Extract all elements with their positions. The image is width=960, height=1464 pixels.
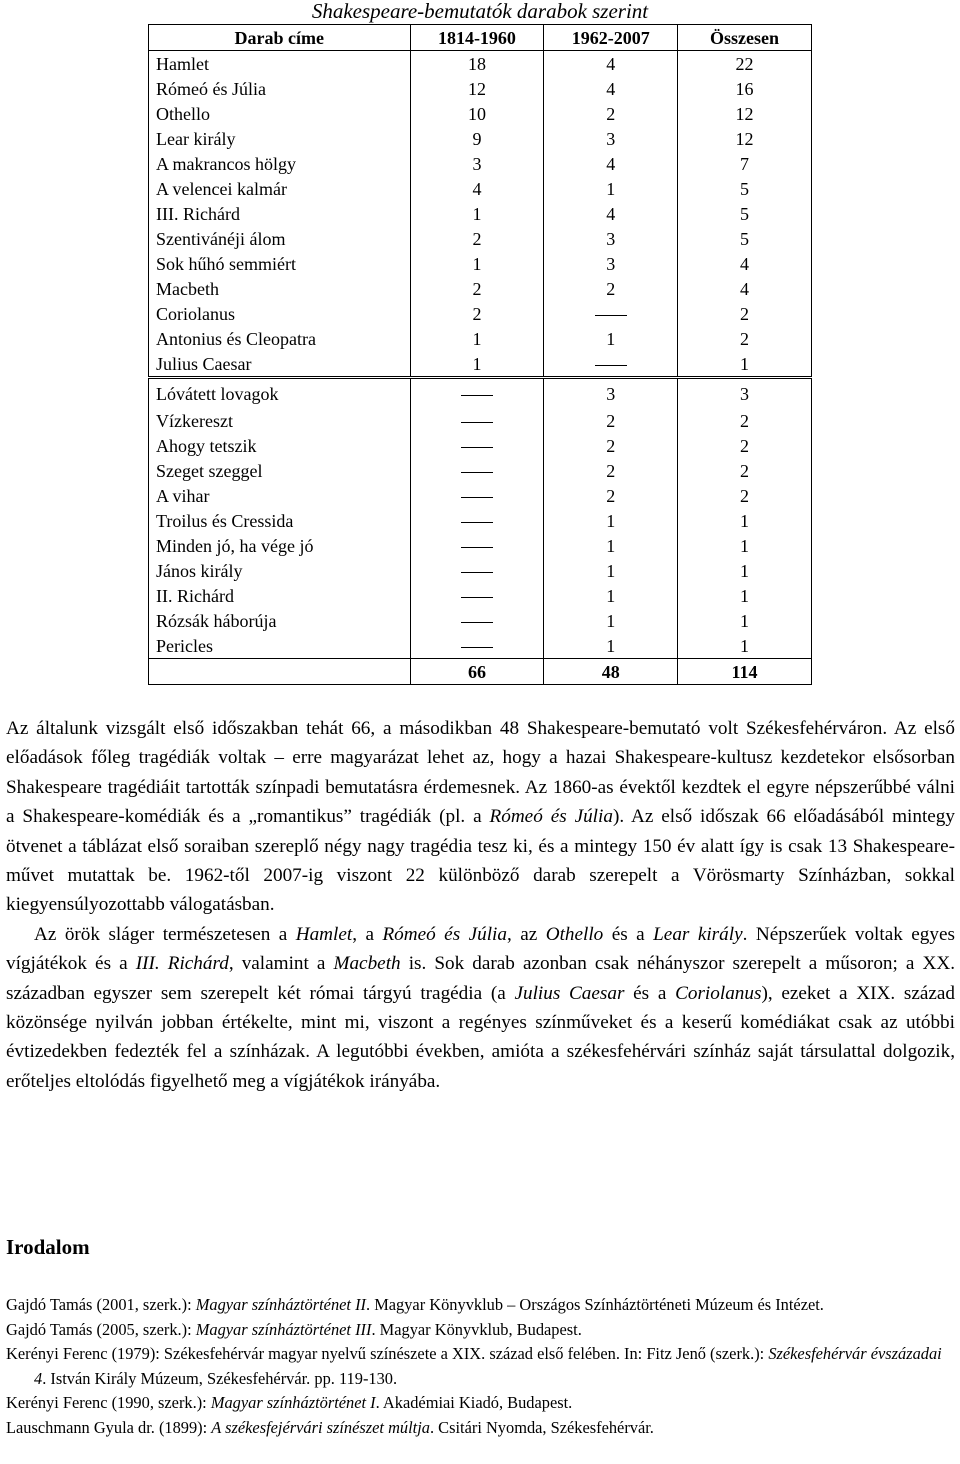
- table-row: [149, 126, 812, 151]
- dash-mark: [461, 522, 493, 523]
- table-row: [149, 608, 812, 633]
- count-period-2: 2: [544, 433, 678, 458]
- italic-title: Székesfehérvár évszázadai 4: [34, 1344, 942, 1388]
- dash-mark: [461, 547, 493, 548]
- italic-title: Lear király: [653, 923, 743, 945]
- count-total: 5: [678, 226, 812, 251]
- dash-mark: [595, 365, 627, 366]
- count-period-2: [544, 351, 678, 378]
- table-caption: Shakespeare-bemutatók darabok szerint: [311, 0, 649, 23]
- count-period-2: 2: [544, 101, 678, 126]
- table-row: [149, 326, 812, 351]
- count-total: 2: [678, 433, 812, 458]
- count-period-2: 3: [544, 251, 678, 276]
- dash-mark: [461, 572, 493, 573]
- table-row: [149, 633, 812, 659]
- header-period-2: 1962-2007: [544, 25, 678, 51]
- count-period-1: 2: [410, 301, 544, 326]
- table-header-row: [149, 25, 812, 51]
- italic-title: Magyar színháztörténet III: [195, 1319, 372, 1339]
- dash-mark: [461, 395, 493, 396]
- count-period-2: 2: [544, 276, 678, 301]
- count-period-2: 1: [544, 608, 678, 633]
- count-total: 1: [678, 558, 812, 583]
- count-period-2: 2: [544, 458, 678, 483]
- count-total: 2: [678, 301, 812, 326]
- text-run: Kerényi Ferenc (1990, szerk.):: [6, 1393, 211, 1413]
- table-row: [149, 151, 812, 176]
- count-total: 3: [678, 378, 812, 409]
- count-total: 2: [678, 408, 812, 433]
- count-total: 5: [678, 201, 812, 226]
- total-label-empty: [149, 659, 411, 685]
- paragraph-popularity: [6, 920, 955, 1096]
- italic-title: A székesfejérvári színészet múltja: [211, 1417, 430, 1437]
- text-run: Az örök sláger természetesen a: [34, 923, 296, 945]
- count-period-1: 1: [410, 351, 544, 378]
- play-title: A makrancos hölgy: [149, 151, 411, 176]
- italic-title: Rómeó és Júlia: [489, 806, 613, 828]
- text-run: . Magyar Könyvklub – Országos Színháztörténeti Múzeum és Intézet.: [366, 1295, 824, 1314]
- text-run: , a: [352, 923, 383, 945]
- count-period-1: [410, 608, 544, 633]
- body-text: [6, 714, 955, 1096]
- italic-title: Hamlet: [295, 923, 353, 945]
- count-total: 1: [678, 533, 812, 558]
- count-total: 1: [678, 508, 812, 533]
- text-run: és a: [624, 982, 676, 1004]
- play-title: Szeget szeggel: [149, 458, 411, 483]
- dash-mark: [461, 622, 493, 623]
- count-period-2: 3: [544, 126, 678, 151]
- count-period-2: 4: [544, 151, 678, 176]
- table-row: [149, 458, 812, 483]
- count-period-2: 3: [544, 378, 678, 409]
- count-period-1: [410, 483, 544, 508]
- dash-mark: [461, 497, 493, 498]
- references-list: [6, 1293, 955, 1441]
- table-total-row: [149, 659, 812, 685]
- play-title: Othello: [149, 101, 411, 126]
- text-run: . Magyar Könyvklub, Budapest.: [371, 1319, 582, 1339]
- play-title: Lear király: [149, 126, 411, 151]
- table-row: [149, 351, 812, 378]
- count-period-1: [410, 378, 544, 409]
- play-title: Szentivánéji álom: [149, 226, 411, 251]
- header-period-1: 1814-1960: [410, 25, 544, 51]
- table-row: [149, 251, 812, 276]
- text-run: ). Az első időszak 66 előadásából mintegy ötvenet a táblázat első soraiban szereplő négy nagy tragédia tesz ki, és a mintegy 150 év alatt így is csak 13 Shakespeare-művet mutattak be. 1962-től 2007-ig viszont 22 különböző darab szerepelt a Vörösmarty Színházban, sokkal kiegyensúlyozottabb válogatásban.: [6, 806, 955, 916]
- play-title: János király: [149, 558, 411, 583]
- count-total: 4: [678, 276, 812, 301]
- count-period-1: 4: [410, 176, 544, 201]
- play-title: Macbeth: [149, 276, 411, 301]
- text-run: is. Sok darab azonban csak néhányszor szerepelt a műsoron; a XX. században egyszer sem szerepelt két római tárgyú tragédia (a: [6, 953, 955, 1004]
- dash-mark: [461, 597, 493, 598]
- text-run: . Csitári Nyomda, Székesfehérvár.: [429, 1417, 654, 1437]
- performances-table: [148, 24, 812, 685]
- play-title: Ahogy tetszik: [149, 433, 411, 458]
- count-period-1: [410, 533, 544, 558]
- count-total: 1: [678, 583, 812, 608]
- count-total: 1: [678, 351, 812, 378]
- table-body: [149, 51, 812, 685]
- table-row: [149, 51, 812, 77]
- table-row: [149, 408, 812, 433]
- count-period-2: 1: [544, 176, 678, 201]
- count-period-1: [410, 558, 544, 583]
- italic-title: Magyar színháztörténet II: [195, 1295, 366, 1314]
- count-period-2: 1: [544, 508, 678, 533]
- table-row: [149, 76, 812, 101]
- count-period-2: 1: [544, 533, 678, 558]
- play-title: A vihar: [149, 483, 411, 508]
- text-run: . Népszerűek voltak egyes vígjátékok és a: [6, 923, 955, 975]
- total-overall: 114: [678, 659, 812, 685]
- references-heading: Irodalom: [6, 1235, 90, 1259]
- text-run: Kerényi Ferenc (1979): Székesfehérvár magyar nyelvű színészete a XIX. század első felében. In: Fitz Jenő (szerk.):: [6, 1344, 769, 1364]
- italic-title: Othello: [545, 923, 604, 945]
- play-title: Pericles: [149, 633, 411, 659]
- table-row: [149, 201, 812, 226]
- count-period-1: 18: [410, 51, 544, 77]
- play-title: Troilus és Cressida: [149, 508, 411, 533]
- count-period-1: 9: [410, 126, 544, 151]
- dash-mark: [461, 472, 493, 473]
- reference-item: [6, 1318, 955, 1343]
- count-period-2: 4: [544, 76, 678, 101]
- text-run: , valamint a: [228, 953, 334, 975]
- total-period-2: 48: [544, 659, 678, 685]
- text-run: . István Király Múzeum, Székesfehérvár. pp. 119-130.: [42, 1368, 398, 1388]
- table-row: [149, 533, 812, 558]
- count-period-1: [410, 433, 544, 458]
- count-total: 2: [678, 326, 812, 351]
- play-title: Lóvátett lovagok: [149, 378, 411, 409]
- dash-mark: [461, 447, 493, 448]
- play-title: Rómeó és Júlia: [149, 76, 411, 101]
- count-period-1: 1: [410, 251, 544, 276]
- play-title: Minden jó, ha vége jó: [149, 533, 411, 558]
- count-total: 12: [678, 101, 812, 126]
- count-period-2: [544, 301, 678, 326]
- count-period-2: 4: [544, 201, 678, 226]
- count-period-1: [410, 508, 544, 533]
- play-title: Rózsák háborúja: [149, 608, 411, 633]
- count-total: 4: [678, 251, 812, 276]
- play-title: Antonius és Cleopatra: [149, 326, 411, 351]
- italic-title: Julius Caesar: [514, 982, 625, 1004]
- count-period-1: 12: [410, 76, 544, 101]
- table-row: [149, 433, 812, 458]
- italic-title: Magyar színháztörténet I: [210, 1393, 376, 1413]
- italic-title: Macbeth: [333, 953, 401, 975]
- count-period-1: 10: [410, 101, 544, 126]
- count-period-2: 2: [544, 408, 678, 433]
- count-period-1: 1: [410, 326, 544, 351]
- header-total: Összesen: [678, 25, 812, 51]
- table-row: [149, 483, 812, 508]
- count-total: 16: [678, 76, 812, 101]
- header-title: Darab címe: [149, 25, 411, 51]
- table-row: [149, 276, 812, 301]
- reference-item: [6, 1293, 955, 1318]
- count-period-2: 1: [544, 558, 678, 583]
- count-total: 2: [678, 483, 812, 508]
- table-row: [149, 101, 812, 126]
- count-total: 7: [678, 151, 812, 176]
- count-period-2: 4: [544, 51, 678, 77]
- play-title: Vízkereszt: [149, 408, 411, 433]
- table-row: [149, 508, 812, 533]
- text-run: Gajdó Tamás (2001, szerk.):: [6, 1295, 196, 1314]
- table-row: [149, 378, 812, 409]
- count-period-1: 2: [410, 226, 544, 251]
- italic-title: III. Richárd: [135, 953, 229, 975]
- table-row: [149, 558, 812, 583]
- play-title: Hamlet: [149, 51, 411, 77]
- total-period-1: 66: [410, 659, 544, 685]
- play-title: A velencei kalmár: [149, 176, 411, 201]
- play-title: Sok hűhó semmiért: [149, 251, 411, 276]
- count-period-2: 3: [544, 226, 678, 251]
- paragraph-summary: [6, 714, 955, 920]
- count-total: 5: [678, 176, 812, 201]
- count-period-1: 2: [410, 276, 544, 301]
- play-title: III. Richárd: [149, 201, 411, 226]
- text-run: Lauschmann Gyula dr. (1899):: [6, 1417, 212, 1437]
- count-period-2: 1: [544, 326, 678, 351]
- count-period-2: 1: [544, 633, 678, 659]
- text-run: ), ezeket a XIX. század közönsége nyilván jobban értékelte, mint mi, viszont a regényes színműveket és a keserű komédiákat csak az utóbbi évtizedekben fedezték fel a színházak. A legutóbbi években, amióta a székesfehérvári színház saját társulattal dolgozik, erőteljes eltolódás figyelhető meg a vígjátékok irányába.: [6, 982, 956, 1092]
- text-run: . Akadémiai Kiadó, Budapest.: [375, 1393, 573, 1413]
- reference-item: [6, 1416, 955, 1441]
- play-title: Coriolanus: [149, 301, 411, 326]
- italic-title: Rómeó és Júlia: [382, 923, 507, 945]
- count-total: 12: [678, 126, 812, 151]
- text-run: és a: [603, 923, 654, 945]
- count-total: 2: [678, 458, 812, 483]
- dash-mark: [461, 647, 493, 648]
- table-row: [149, 301, 812, 326]
- table-row: [149, 583, 812, 608]
- dash-mark: [595, 315, 627, 316]
- count-period-1: [410, 583, 544, 608]
- reference-item: [6, 1391, 955, 1416]
- table-row: [149, 176, 812, 201]
- count-total: 22: [678, 51, 812, 77]
- table-row: [149, 226, 812, 251]
- reference-item: [6, 1342, 955, 1391]
- text-run: Gajdó Tamás (2005, szerk.):: [6, 1319, 196, 1339]
- count-total: 1: [678, 608, 812, 633]
- count-period-2: 2: [544, 483, 678, 508]
- play-title: Julius Caesar: [149, 351, 411, 378]
- count-period-1: [410, 408, 544, 433]
- count-period-2: 1: [544, 583, 678, 608]
- count-period-1: 1: [410, 201, 544, 226]
- count-period-1: 3: [410, 151, 544, 176]
- italic-title: Coriolanus: [675, 982, 762, 1004]
- count-period-1: [410, 458, 544, 483]
- text-run: Az általunk vizsgált első időszakban tehát 66, a másodikban 48 Shakespeare-bemutató volt Székesfehérváron. Az első előadások főleg tragédiák voltak – erre magyarázat lehet az, hogy a hazai Shakespeare-kultusz kezdetekor elsősorban Shakespeare tragédiáit tartották színpadi bemutatásra érdemesnek. Az 1860-as évektől kezdtek el egyre népszerűbbé válni a Shakespeare-komédiák és a „romantikus” tragédiák (pl. a: [6, 718, 955, 828]
- text-run: , az: [506, 923, 546, 945]
- play-title: II. Richárd: [149, 583, 411, 608]
- count-total: 1: [678, 633, 812, 659]
- count-period-1: [410, 633, 544, 659]
- dash-mark: [461, 422, 493, 423]
